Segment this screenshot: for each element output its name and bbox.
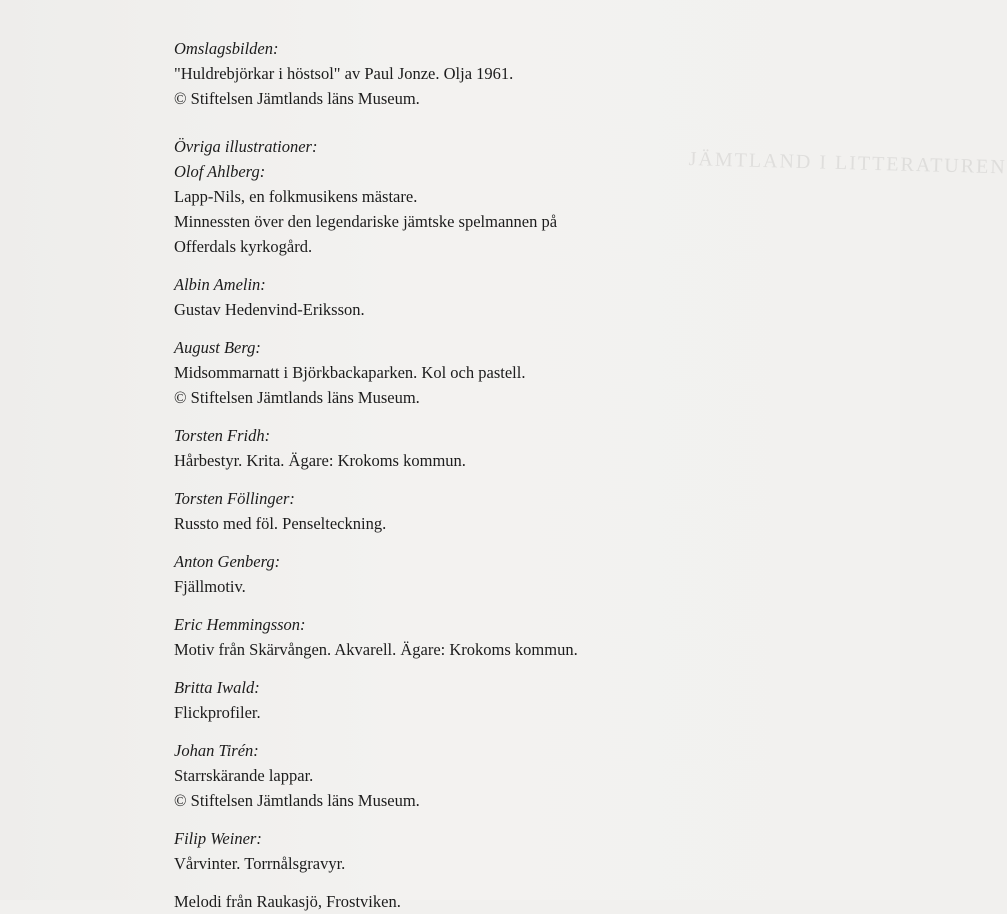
artist-name: Filip Weiner: (174, 829, 262, 848)
artist-name: Albin Amelin: (174, 275, 266, 294)
artist-name: Torsten Föllinger: (174, 489, 295, 508)
credit-entry (174, 159, 794, 259)
artwork-line: Russto med föl. Penselteckning. (174, 514, 387, 533)
artwork-line: Minnessten över den legendariske jämtske spelmannen på (174, 212, 558, 231)
credit-entry (174, 272, 794, 322)
cover-line: © Stiftelsen Jämtlands läns Museum. (174, 89, 420, 108)
credit-entry (174, 549, 794, 599)
artist-name: Eric Hemmingsson: (174, 615, 306, 634)
cover-line: "Huldrebjörkar i höstsol" av Paul Jonze. Olja 1961. (174, 64, 514, 83)
artwork-line: © Stiftelsen Jämtlands läns Museum. (174, 388, 420, 407)
artist-name: August Berg: (174, 338, 261, 357)
artwork-line: Lapp-Nils, en folkmusikens mästare. (174, 187, 418, 206)
artwork-line: Motiv från Skärvången. Akvarell. Ägare: Krokoms kommun. (174, 640, 578, 659)
artist-name: Torsten Fridh: (174, 426, 271, 445)
artwork-line: Midsommarnatt i Björkbackaparken. Kol och pastell. (174, 363, 526, 382)
artwork-line: © Stiftelsen Jämtlands läns Museum. (174, 791, 420, 810)
artwork-line: Fjällmotiv. (174, 577, 246, 596)
cover-credit (174, 36, 794, 111)
artist-name: Anton Genberg: (174, 552, 281, 571)
credit-entry (174, 738, 794, 813)
artwork-line: Gustav Hedenvind-Eriksson. (174, 300, 365, 319)
illustration-credits (174, 36, 794, 914)
artist-name: Olof Ahlberg: (174, 162, 266, 181)
artwork-line: Vårvinter. Torrnålsgravyr. (174, 854, 346, 873)
artwork-line: Hårbestyr. Krita. Ägare: Krokoms kommun. (174, 451, 466, 470)
artist-name: Johan Tirén: (174, 741, 259, 760)
artwork-line: Flickprofiler. (174, 703, 261, 722)
credit-entry (174, 486, 794, 536)
melody-credit: Melodi från Raukasjö, Frostviken. (174, 892, 401, 911)
credit-entry (174, 826, 794, 876)
cover-heading: Omslagsbilden: (174, 39, 279, 58)
credit-entry (174, 675, 794, 725)
bleed-through-text: JÄMTLAND I LITTERATUREN (688, 148, 1007, 179)
credit-entry (174, 335, 794, 410)
artist-name: Britta Iwald: (174, 678, 260, 697)
credit-entry (174, 423, 794, 473)
artwork-line: Offerdals kyrkogård. (174, 237, 313, 256)
other-illustrations-heading: Övriga illustrationer: (174, 137, 318, 156)
credit-entry (174, 612, 794, 662)
artwork-line: Starrskärande lappar. (174, 766, 314, 785)
